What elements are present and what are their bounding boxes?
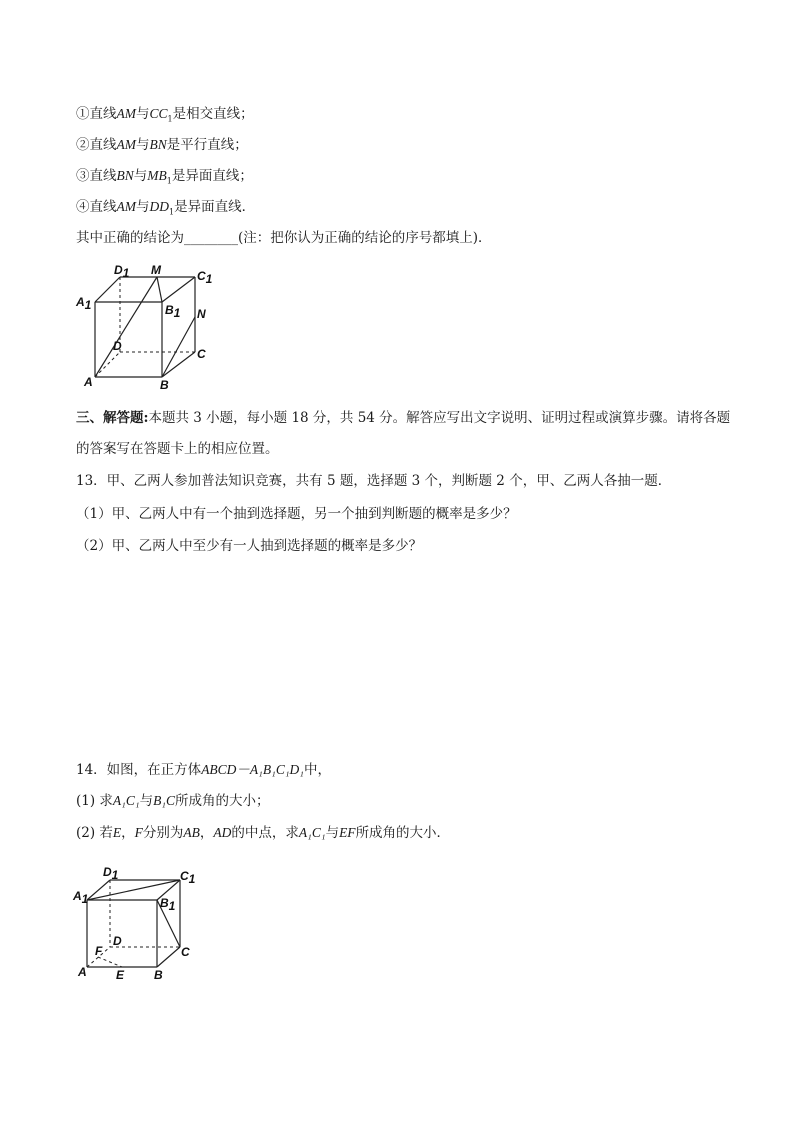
statement-3: ③直线BN与$MB_1$是异面直线； xyxy=(76,168,253,186)
label-a1: A1 xyxy=(76,295,92,312)
q13-part-1: （1）甲、乙两人中有一个抽到选择题，另一个抽到判断题的概率是多少？ xyxy=(76,506,517,522)
label-a1: A1 xyxy=(73,889,89,906)
cube-figure-2 xyxy=(70,862,230,987)
q14-part-2: (2) 若E，F分别为AB，AD的中点，求A₁C₁与EF所成角的大小． xyxy=(76,825,451,841)
statement-2: ②直线AM与BN是平行直线； xyxy=(76,137,248,153)
label-a: A xyxy=(84,375,93,389)
section-3-line-2: 的答案写在答题卡上的相应位置。 xyxy=(76,441,279,457)
q13-part-2: （2）甲、乙两人中至少有一人抽到选择题的概率是多少？ xyxy=(76,538,423,554)
label-a: A xyxy=(78,965,87,979)
edge-a1d1 xyxy=(95,277,120,302)
conclusion-line: 其中正确的结论为________(注：把你认为正确的结论的序号都填上)． xyxy=(76,230,492,246)
q14-part-1: (1) 求A₁C₁与B₁C所成角的大小； xyxy=(76,793,270,809)
label-b: B xyxy=(160,378,169,392)
edge-b1c1 xyxy=(162,277,195,302)
statement-4: ④直线AM与$DD_1$是异面直线． xyxy=(76,199,256,217)
label-m: M xyxy=(151,263,161,277)
label-d1: D1 xyxy=(114,263,130,280)
edge-bc xyxy=(157,947,180,967)
label-c1: C1 xyxy=(197,269,213,286)
label-b1: B1 xyxy=(160,896,176,913)
label-c1: C1 xyxy=(180,869,196,886)
segment-ef xyxy=(98,957,122,967)
q13-stem: 13．甲、乙两人参加普法知识竞赛，共有 5 题，选择题 3 个，判断题 2 个，甲、乙两人各抽一题． xyxy=(76,473,672,489)
q14-stem: 14．如图，在正方体ABCD－A₁B₁C₁D₁中， xyxy=(76,762,331,778)
segment-bn xyxy=(162,317,195,377)
cube-figure-1 xyxy=(70,262,230,392)
label-b1: B1 xyxy=(165,303,181,320)
label-d1: D1 xyxy=(103,865,119,882)
label-d: D xyxy=(113,934,122,948)
segment-mb1 xyxy=(157,277,162,302)
label-c: C xyxy=(181,945,190,959)
label-e: E xyxy=(116,968,125,982)
label-d: D xyxy=(113,339,122,353)
label-f: F xyxy=(95,944,103,958)
label-b: B xyxy=(154,968,163,982)
section-3-title: 三、解答题: xyxy=(76,410,149,426)
statement-1: ①直线AM与$CC_1$是相交直线； xyxy=(76,106,254,124)
label-n: N xyxy=(197,307,206,321)
label-c: C xyxy=(197,347,206,361)
edge-bc xyxy=(162,352,195,377)
section-3-line-1: 三、解答题:本题共 3 小题，每小题 18 分，共 54 分。解答应写出文字说明、证明过程或演算步骤。请将各题 xyxy=(76,410,731,426)
